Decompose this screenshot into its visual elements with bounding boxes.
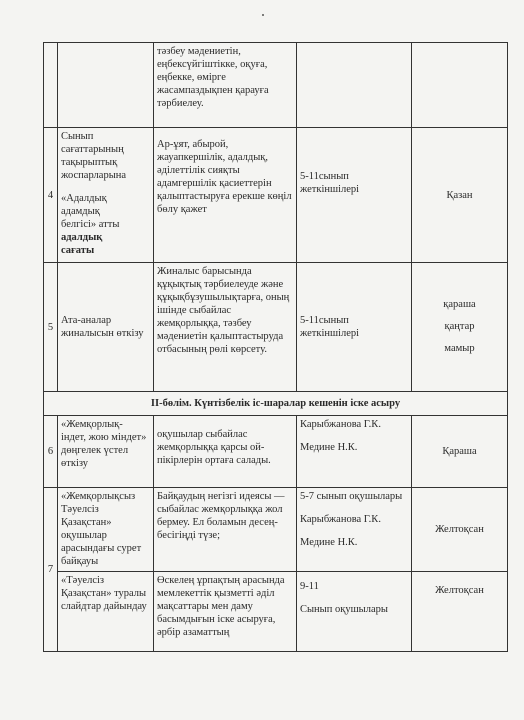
table-row [44,488,508,572]
goal-cell: Байқаудың негізгі идеясы — сыбайлас жемқорлыққа жол бермеу. Ел боламын десең- бесігіңді түзе; [154,488,297,572]
section-heading: ІІ-бөлім. Күнтізбелік іс-шаралар кешенін іске асыру [44,392,508,416]
row-number: 6 [44,416,58,488]
goal-cell: Өскелең ұрпақтың арасында мемлекеттік қызметті әділ мақсаттары мен даму басымдығын іске асыруға, әрбір азаматтың [154,572,297,652]
goal-cell: Ар-ұят, абырой, жауапкершілік, адалдық, әділеттілік сияқты адамгершілік қасиеттерін қалыптастыруға ерекше көңіл бөлу қажет [154,128,297,263]
activity-cell [58,43,154,128]
activity-cell: «Тәуелсіз Қазақстан» туралы слайдтар дайындау [58,572,154,652]
table-row [44,392,508,416]
month-label: мамыр [444,343,475,354]
table-row [44,128,508,263]
date-cell: Желтоқсан [412,572,508,652]
date-cell: Қазан [412,128,508,263]
row-number [44,43,58,128]
month-label: қараша [443,299,476,310]
row-number: 5 [44,263,58,392]
table-row [44,43,508,128]
date-cell: Қараша [412,416,508,488]
participants-cell: Карыбжанова Г.К. Медине Н.К. [297,416,412,488]
row-number: 4 [44,128,58,263]
activity-cell: Ата-аналар жиналысын өткізу [58,263,154,392]
participants-cell: 5-7 сынып оқушылары Карыбжанова Г.К. Медине Н.К. [297,488,412,572]
goal-cell: оқушылар сыбайлас жемқорлыққа қарсы ой-пікірлерін ортаға салады. [154,416,297,488]
table-row [44,416,508,488]
table-row [44,572,508,652]
date-cell [412,43,508,128]
page-speck [262,14,264,16]
activity-cell: «Жемқорлық- індет, жою міндет» дөңгелек үстел өткізу [58,416,154,488]
participants-cell: 5-11сынып жеткіншілері [297,263,412,392]
goal-cell: тәзбеу мәдениетін, еңбексүйгіштікке, оқуға, еңбекке, өмірге жасампаздықпен қарауға тәрбиелеу. [154,43,297,128]
participants-cell: 5-11сынып жеткіншілері [297,128,412,263]
table-row [44,263,508,392]
row-number: 7 [44,488,58,652]
participants-cell [297,43,412,128]
goal-cell: Жиналыс барысында құқықтық тәрбиелеуде және құқықбұзушылықтарға, оның ішінде сыбайлас жемқорлыққа, тәзбеу мәдениетін қалыптастыруда отбасының рөлі көрсету. [154,263,297,392]
plan-table [43,42,508,652]
activity-cell: Сынып сағаттарының тақырыптық жоспарларына «Адалдық адамдық белгісі» атты адалдық сағаты [58,128,154,263]
month-label: қаңтар [444,321,475,332]
activity-cell: «Жемқорлықсыз Тәуелсіз Қазақстан» оқушылар арасындағы сурет байқауы [58,488,154,572]
date-cell [412,263,508,392]
date-cell: Желтоқсан [412,488,508,572]
participants-cell: 9-11 Сынып оқушылары [297,572,412,652]
